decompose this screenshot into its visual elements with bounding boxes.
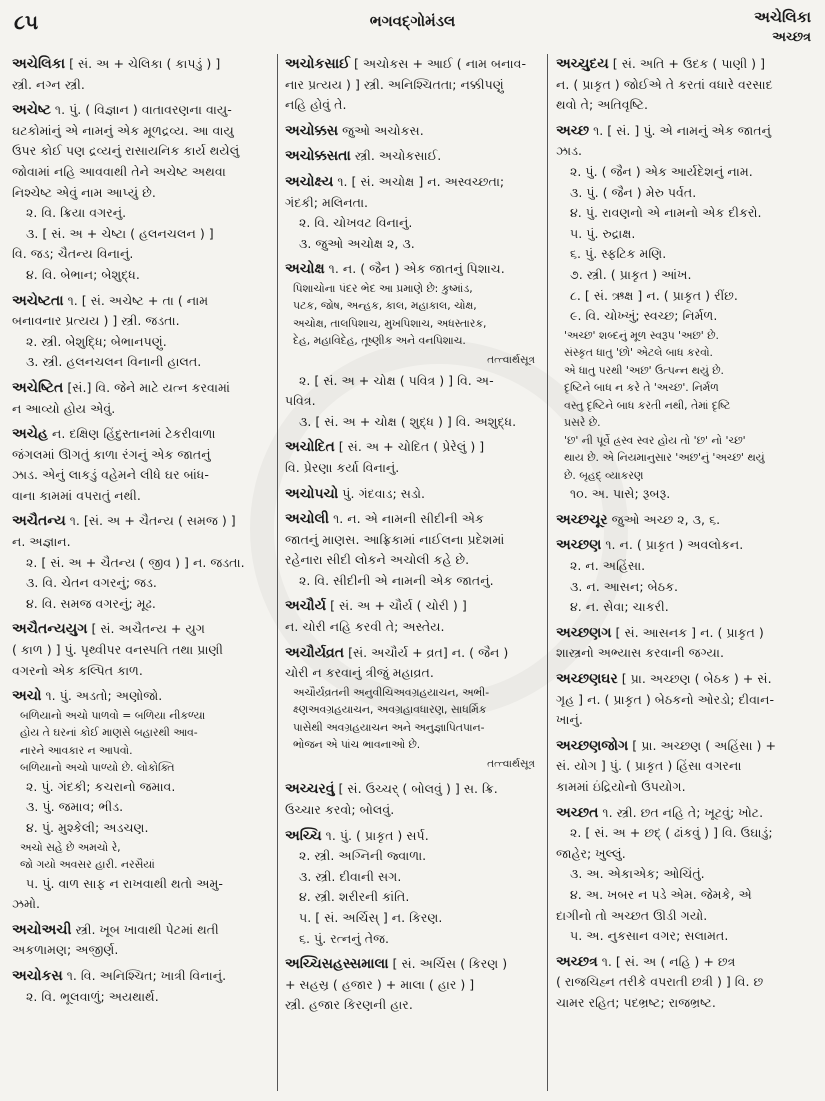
- source-reference: તત્ત્વાર્થસૂત્ર: [487, 353, 535, 366]
- definition-text: ૧. પું. ( પ્રાકૃત ) સર્પ.: [325, 827, 429, 843]
- headword: અચોકસ: [12, 967, 63, 984]
- headword: અચૌર્ય: [285, 598, 327, 615]
- entry-first-line: [285, 596, 539, 617]
- definition-line: ૪. અ. ખબર ન પડે એમ. જેમકે, એ: [570, 886, 752, 902]
- citation-text: સંસ્કૃત ધાતુ 'છો' એટલે બાધ કરવો.: [564, 346, 713, 360]
- definition-line: ૨. ન. અહિંસા.: [570, 558, 646, 573]
- definition-line: થવો તે; અતિવૃષ્ટિ.: [556, 97, 649, 113]
- citation-text: દેહ, મહાવિદેહ, તૂષ્ણીક અને વનપિશાચ.: [293, 334, 466, 348]
- dictionary-entry: [285, 596, 539, 637]
- definition-line: ૩. ન. આસન; બેઠક.: [570, 578, 678, 594]
- dictionary-entry: [285, 826, 539, 950]
- definition-text: ૧. સ્ત્રી. છત નહિ તે; ખૂટવું; ખોટ.: [602, 804, 764, 820]
- definition-line: ખાનું.: [556, 712, 583, 728]
- citation-text: અચો સહે છે અમચો રે,: [20, 840, 121, 854]
- definition-text: જુઓ અચ્છ ૨, ૩, ૬.: [611, 511, 721, 527]
- definition-line: ન. અજ્ઞાન.: [12, 534, 71, 550]
- definition-line: નહિ હોવું તે.: [285, 97, 347, 113]
- entry-first-line: [12, 424, 268, 445]
- definition-line: ૩. જુઓ અચોક્ષ ૨, ૩.: [299, 235, 415, 251]
- definition-text: [ સં. અતિ + ઉદક ( પાણી ) ]: [612, 56, 766, 71]
- definition-line: ૨. વિ. સીદીની એ નામની એક જાતનું.: [299, 572, 494, 588]
- dictionary-entry: [12, 619, 268, 681]
- citation-text: ભોજન એ પાંચ ભાવનાઓ છે.: [293, 738, 421, 752]
- dictionary-entry: [12, 378, 268, 419]
- citation-text: અચોક્ષ, તાલપિશાચ, મુખપિશાચ, અધસ્તારક,: [293, 316, 487, 330]
- headword: અચો: [12, 688, 42, 705]
- dictionary-entry: [285, 172, 539, 254]
- definition-line: ૯. વિ. ચોખ્ખું; સ્વચ્છ; નિર્મળ.: [570, 308, 718, 324]
- headword: અચ્છણગ: [556, 624, 612, 641]
- definition-line: નિશ્ચેષ્ટ એવું નામ આપ્યું છે.: [12, 184, 156, 200]
- citation-text: અચૌર્યવ્રતની અનુવીચિઅવગ્રહયાચન, અભી-: [293, 685, 490, 699]
- headword: અચ્ચરવું: [285, 781, 335, 798]
- definition-text: ન. દક્ષિણ હિંદુસ્તાનમાં ટેકરીવાળા: [51, 426, 216, 442]
- definition-line: ૩. વિ. ચેતન વગરનું; જડ.: [26, 575, 157, 591]
- definition-line: ૨. વિ. ચોખવટ વિનાનું.: [299, 215, 413, 231]
- definition-text: સ્ત્રી. ખૂબ ખાવાથી પેટમાં થતી: [75, 921, 219, 937]
- entry-first-line: [285, 146, 539, 167]
- entry-first-line: [12, 619, 268, 640]
- definition-line: ( રાજચિહ્ન તરીકે વપરાતી છત્રી ) ] વિ. છ: [556, 974, 764, 990]
- page-number: ૮૫: [14, 10, 39, 34]
- dictionary-entry: [285, 484, 539, 505]
- entry-first-line: [12, 966, 268, 987]
- definition-text: [સં. અચૌર્ય + વ્રત] ન. ( જૈન ): [348, 644, 509, 660]
- dictionary-entry: [556, 623, 813, 664]
- dictionary-column-2: [285, 54, 539, 1021]
- definition-line: ઝાડ.: [556, 143, 583, 159]
- dictionary-entry: [556, 121, 813, 505]
- dictionary-entry: [12, 966, 268, 1007]
- citation-text: પટક, જોષ, અન્હક, કાલ, મહાકાલ, ચોક્ષ,: [293, 299, 477, 313]
- dictionary-entry: [285, 954, 539, 1016]
- definition-text: ૧. [ સં. અચોક્ષ ] ન. અસ્વચ્છતા;: [337, 173, 505, 189]
- definition-line: ચામર રહિત; પદભ્રષ્ટ; રાજભ્રષ્ટ.: [556, 994, 716, 1010]
- dictionary-column-1: [12, 54, 268, 1012]
- definition-line: ૪. વિ. સમજ વગરનું; મૂઢ.: [26, 595, 156, 611]
- headword: અચોક્કસતા: [285, 148, 351, 165]
- dictionary-entry: [556, 736, 813, 798]
- definition-line: ૬. પું. સ્ફટિક મણિ.: [570, 246, 667, 262]
- definition-text: ૧. [સં. અ + ચૈતન્ય ( સમજ ) ]: [69, 513, 236, 529]
- dictionary-entry: [12, 920, 268, 961]
- dictionary-entry: [12, 686, 268, 915]
- entry-first-line: [12, 291, 268, 312]
- dictionary-entry: [12, 54, 268, 95]
- guide-word-first: અચેલિકા: [754, 8, 811, 26]
- definition-line: ગંદકી; મલિનતા.: [285, 194, 369, 210]
- dictionary-entry: [285, 437, 539, 478]
- entry-first-line: [285, 779, 539, 800]
- running-title: ભગવદ્ગોમંડલ: [369, 12, 456, 30]
- dictionary-entry: [556, 669, 813, 731]
- definition-line: ૩. પું. ( જૈન ) મેરુ પર્વત.: [570, 184, 697, 200]
- definition-line: ૪. ન. સેવા; ચાકરી.: [570, 599, 669, 615]
- definition-text: ૧. [ સં. અ ( નહિ ) + છત્ર: [601, 953, 736, 969]
- entry-first-line: [12, 920, 268, 941]
- definition-line: ૩. સ્ત્રી. દીવાની સગ.: [299, 868, 402, 884]
- definition-line: અકળામણ; અજીર્ણ.: [12, 942, 119, 958]
- definition-text: ૧. વિ. અનિશ્ચિત; ખાત્રી વિનાનું.: [66, 967, 227, 983]
- definition-line: ૨. સ્ત્રી. અગ્નિની જ્વાળા.: [299, 848, 427, 864]
- definition-text: ૧. ન. એ નામની સીદીની એક: [333, 511, 484, 527]
- dictionary-entry: [12, 511, 268, 614]
- definition-line: ૫. પું. વાળ સાફ ન રાખવાથી થતો અમુ-: [26, 875, 223, 891]
- dictionary-entry: [556, 510, 813, 531]
- column-divider: [277, 54, 278, 1091]
- definition-line: નાર પ્રત્યય ) ] સ્ત્રી. અનિશ્ચિતતા; નક્કીપણું: [285, 76, 504, 92]
- citation-text: પિશાચોના પંદર ભેદ આ પ્રમાણે છે: કુષ્માંડ,: [293, 281, 473, 295]
- headword: અચ્છત્ર: [556, 953, 598, 970]
- definition-line: ૨. [ સં. અ + છદ્ ( ઢાંકવું ) ] વિ. ઉઘાડું;: [570, 825, 773, 841]
- dictionary-entry: [556, 952, 813, 1014]
- headword: અચેષ્ટિત: [12, 379, 64, 396]
- entry-first-line: [285, 484, 539, 505]
- headword: અચ્ચિ: [285, 827, 322, 844]
- definition-text: [ સં. અ + ચૌર્ય ( ચોરી ) ]: [330, 598, 467, 614]
- definition-line: ૫. પું. રુદ્રાક્ષ.: [570, 225, 636, 241]
- definition-line: ૨. વિ. ક્રિયા વગરનું.: [26, 205, 127, 221]
- definition-line: વિ. પ્રેરણા કર્યા વિનાનું.: [285, 459, 400, 475]
- definition-line: ગૃહ ] ન. ( પ્રાકૃત ) બેઠકનો ઓરડો; દીવાન-: [556, 691, 774, 707]
- definition-line: ઉપર કોઈ પણ દ્રવ્યનું રાસાયનિક કાર્ય થયેલું: [12, 143, 240, 159]
- headword: અચોલી: [285, 511, 330, 528]
- definition-text: જુઓ અચોકસ.: [342, 122, 424, 138]
- definition-text: ૧. [ સં. અચેષ્ટ + તા ( નામ: [67, 292, 209, 308]
- guide-word-last: અચ્છત્ર: [772, 30, 811, 45]
- definition-line: સ્ત્રી. હજાર કિરણની હાર.: [285, 997, 413, 1013]
- entry-first-line: [556, 952, 813, 973]
- dictionary-column-3: [556, 54, 813, 1018]
- dictionary-entry: [556, 535, 813, 617]
- citation-text: 'અચ્છ' શબ્દનું મૂળ સ્વરૂપ 'અછ' છે.: [564, 328, 719, 342]
- entry-first-line: [12, 100, 268, 121]
- entry-first-line: [12, 686, 268, 707]
- headword: અચેષ્ટતા: [12, 292, 64, 309]
- entry-first-line: [285, 509, 539, 530]
- definition-line: ૩. [ સં. અ + ચોક્ષ ( શુદ્ધ ) ] વિ. અશુદ્ધ.: [299, 413, 517, 429]
- definition-text: સ્ત્રી. અચોકસાઈ.: [354, 148, 442, 164]
- entry-first-line: [556, 669, 813, 690]
- definition-line: ૫. [ સં. અર્ચિસ્ ] ન. કિરણ.: [299, 910, 443, 925]
- dictionary-entry: [12, 291, 268, 373]
- entry-first-line: [556, 510, 813, 531]
- definition-line: શાસ્ત્રનો અભ્યાસ કરવાની જગ્યા.: [556, 645, 724, 661]
- headword: અચ્છચૂર: [556, 511, 608, 528]
- definition-line: ૭. સ્ત્રી. ( પ્રાકૃત ) આંખ.: [570, 266, 692, 282]
- entry-first-line: [556, 535, 813, 556]
- headword: અચેલિકા: [12, 56, 66, 72]
- entry-first-line: [12, 378, 268, 399]
- entry-first-line: [285, 643, 539, 664]
- definition-line: સ્ત્રી. નગ્ન સ્ત્રી.: [12, 76, 85, 92]
- definition-line: ૪. વિ. બેભાન; બેશુદ્ધ.: [26, 266, 140, 282]
- definition-line: ૬. પું. રત્નનું તેજ.: [299, 930, 390, 946]
- entry-first-line: [12, 54, 268, 75]
- definition-text: [ સં. આસનક ] ન. ( પ્રાકૃત ): [615, 624, 764, 640]
- headword: અચોકસાઈ: [285, 56, 350, 72]
- definition-line: ૩. અ. એકાએક; ઓચિંતું.: [570, 866, 705, 882]
- citation-text: થાય છે. એ નિયમાનુસાર 'અછ'નું 'અચ્છ' થયું: [564, 451, 765, 465]
- definition-line: રહેનારા સીદી લોકને અચોલી કહે છે.: [285, 552, 470, 568]
- citation-text: જો ગયો અવસર હારી. નરસૈયાં: [20, 858, 155, 872]
- definition-line: ચોરી ન કરવાનું ત્રીજું મહાવ્રત.: [285, 665, 434, 681]
- headword: અચોક્ષ્ય: [285, 173, 334, 190]
- headword: અચોક્કસ: [285, 122, 339, 139]
- entry-first-line: [285, 121, 539, 142]
- definition-line: ઝમો.: [12, 896, 41, 912]
- definition-line: ન આવ્યો હોય એવું.: [12, 400, 116, 416]
- citation-text: બળિયાનો અચો પાળ્યો છે. લોકોક્તિ: [20, 761, 175, 775]
- citation-text: પાસેથી અવગ્રહયાચન અને અનુજ્ઞાપિતપાન-: [293, 720, 485, 734]
- definition-line: ૩. પું. જમાવ; ભીડ.: [26, 799, 124, 815]
- definition-line: પવિત્ર.: [285, 393, 316, 409]
- definition-text: [ સં. અ + ચોદિત ( પ્રેરેલું ) ]: [338, 439, 485, 455]
- entry-first-line: [285, 259, 539, 280]
- definition-line: ૩. [ સં. અ + ચેષ્ટા ( હલનચલન ) ]: [26, 225, 214, 241]
- entry-first-line: [285, 954, 539, 975]
- dictionary-entry: [285, 121, 539, 142]
- citation-text: બળિયાનો અચો પાળવો = બળિયા નીકળ્યા: [20, 708, 206, 722]
- definition-line: + સહસ્ર ( હજાર ) + માલા ( હાર ) ]: [285, 976, 475, 992]
- dictionary-entry: [556, 54, 813, 116]
- dictionary-entry: [12, 424, 268, 506]
- citation-text: એ ધાતુ પરથી 'અછ' ઉત્પન્ન થયું છે.: [564, 363, 724, 377]
- dictionary-entry: [556, 803, 813, 947]
- definition-line: વગરનો એક કલ્પિત કાળ.: [12, 662, 143, 678]
- dictionary-entry: [285, 779, 539, 820]
- dictionary-entry: [285, 259, 539, 432]
- definition-line: ૪. પું. રાવણનો એ નામનો એક દીકરો.: [570, 205, 762, 221]
- definition-line: ૩. સ્ત્રી. હલનચલન વિનાની હાલત.: [26, 354, 202, 370]
- definition-line: વિ. જડ; ચૈતન્ય વિનાનું.: [12, 246, 134, 262]
- definition-text: [ સં. અર્ચિસ ( કિરણ ): [392, 956, 508, 972]
- dictionary-entry: [12, 100, 268, 285]
- headword: અચ્ચુદય: [556, 56, 609, 72]
- headword: અચેહ: [12, 426, 48, 443]
- headword: અચૌર્યવ્રત: [285, 644, 345, 661]
- definition-line: ૨. [ સં. અ + ચૈતન્ય ( જીવ ) ] ન. જડતા.: [26, 554, 245, 570]
- definition-text: [ સં. અ + ચેલિકા ( કાપડું ) ]: [69, 56, 221, 71]
- citation-text: પ્રસરે છે.: [564, 416, 601, 430]
- headword: અચ્છણ: [556, 537, 602, 554]
- definition-line: જોવામાં નહિ આવવાથી તેને અચેષ્ટ અથવા: [12, 163, 226, 179]
- definition-text: પું. ગંદવાડ; સડો.: [342, 485, 426, 501]
- headword: અચોઅચી: [12, 921, 72, 938]
- definition-text: [ અચોકસ + આઈ ( નામ બનાવ-: [353, 56, 527, 71]
- definition-line: ન. ( પ્રાકૃત ) જોઈએ તે કરતાં વધારે વરસાદ: [556, 76, 773, 92]
- definition-line: વાના કામમાં વપરાતું નથી.: [12, 487, 141, 503]
- definition-line: ૨. પું. ગંદકી; કચરાનો જમાવ.: [26, 778, 176, 794]
- definition-line: ૪. સ્ત્રી. શરીરની કાંતિ.: [299, 889, 410, 905]
- definition-text: [સં.] વિ. જેને માટે યત્ન કરવામાં: [67, 379, 230, 395]
- definition-line: ૫. અ. નુકસાન વગર; સલામત.: [570, 928, 729, 944]
- dictionary-entry: [285, 509, 539, 591]
- entry-first-line: [556, 623, 813, 644]
- entry-first-line: [12, 511, 268, 532]
- headword: અચ્ચિસહસ્સમાલા: [285, 956, 389, 973]
- definition-line: ૨. [ સં. અ + ચોક્ષ ( પવિત્ર ) ] વિ. અ-: [299, 372, 494, 388]
- headword: અચોપચો: [285, 485, 339, 502]
- citation-text: દૃષ્ટિને બાધ ન કરે તે 'અચ્છ'. નિર્મળ: [564, 381, 719, 395]
- definition-line: ઉચ્ચાર કરવો; બોલવું.: [285, 802, 395, 818]
- entry-first-line: [556, 54, 813, 75]
- definition-line: ઝાડ. એનું લાકડું વહેમને લીધે ઘર બાંધ-: [12, 467, 209, 483]
- definition-line: ન. ચોરી નહિ કરવી તે; અસ્તેય.: [285, 619, 445, 635]
- definition-line: દાગીનો તો અચ્છત ઊડી ગયો.: [556, 907, 708, 923]
- headword: અચોદિત: [285, 439, 335, 456]
- dictionary-entry: [285, 54, 539, 116]
- entry-first-line: [285, 172, 539, 193]
- dictionary-entry: [285, 146, 539, 167]
- citation-text: છે. બૃહદ્ વ્યાકરણ: [564, 468, 644, 482]
- definition-line: બનાવનાર પ્રત્યય ) ] સ્ત્રી. જડતા.: [12, 313, 180, 329]
- definition-line: ( કાળ ) ] પું. પૃથ્વીપર વનસ્પતિ તથા પ્રાણી: [12, 642, 224, 658]
- definition-line: જંગલમાં ઊગતું કાળા રંગનું એક જાતનું: [12, 446, 211, 462]
- citation-text: હોય તે ઘરનાં કોઈ માણસે બહારથી આવ-: [20, 726, 198, 740]
- headword: અચૈતન્ય: [12, 513, 66, 530]
- headword: અચ્છણઘર: [556, 670, 618, 687]
- headword: અચ્છ: [556, 122, 590, 139]
- definition-line: ૨. પું. ( જૈન ) એક આર્યદેશનું નામ.: [570, 163, 753, 179]
- definition-line: જાહેર; ખુલ્લું.: [556, 845, 626, 861]
- dictionary-entry: [285, 643, 539, 775]
- entry-first-line: [285, 54, 539, 75]
- definition-text: [ પ્રા. અચ્છણ ( બેઠક ) + સં.: [621, 670, 772, 686]
- definition-line: ૨. વિ. ભૂલવાળું; અયથાર્થ.: [26, 988, 159, 1004]
- definition-line: કામમાં ઇંદ્રિયોનો ઉપયોગ.: [556, 778, 686, 794]
- definition-line: ૮. [ સં. ઋક્ષ ] ન. ( પ્રાકૃત ) રીંછ.: [570, 287, 738, 303]
- definition-text: [ સં. અચૈતન્ય + યુગ: [91, 621, 205, 637]
- source-reference: તત્ત્વાર્થસૂત્ર: [487, 757, 535, 770]
- citation-text: ક્ષ્ણઅવગ્રહયાચન, અવગ્રહાવધારણ, સાધર્મિક: [293, 703, 487, 717]
- definition-line: જાતનું માણસ. આફ્રિકામાં નાઈલના પ્રદેશમાં: [285, 531, 505, 547]
- definition-text: ૧. [ સં. ] પું. એ નામનું એક જાતનું: [593, 122, 772, 138]
- entry-first-line: [556, 736, 813, 757]
- headword: અચૈતન્યયુગ: [12, 621, 88, 638]
- headword: અચ્છત: [556, 804, 599, 821]
- definition-line: ૨. સ્ત્રી. બેશુદ્ધિ; બેભાનપણું.: [26, 333, 167, 349]
- citation-text: વસ્તુ દૃષ્ટિને બાધ કરતી નથી, તેમાં દૃષ્ટિ: [564, 398, 731, 412]
- definition-text: [ સં. ઉચ્ચર્ ( બોલવું ) ] સ. ક્રિ.: [338, 781, 498, 797]
- definition-text: ૧. ન. ( જૈન ) એક જાતનું પિશાચ.: [328, 261, 505, 277]
- definition-line: સં. યોગ ] પું. ( પ્રાકૃત ) હિંસા વગરના: [556, 758, 742, 774]
- entry-first-line: [285, 826, 539, 847]
- page-header: [0, 8, 825, 48]
- definition-text: [ પ્રા. અચ્છણ ( અહિંસા ) +: [632, 737, 776, 753]
- citation-text: 'છ' ની પૂર્વે હ્રસ્વ સ્વર હોય તો 'છ' નો 'ચ્છ': [564, 433, 746, 447]
- citation-text: નારને આવકાર ન આપવો.: [20, 743, 133, 757]
- entry-first-line: [556, 121, 813, 142]
- definition-text: ૧. પું. ( વિજ્ઞાન ) વાતાવરણના વાયુ-: [54, 102, 232, 118]
- headword: અચેષ્ટ: [12, 102, 51, 119]
- definition-line: ઘટકોમાંનું એ નામનું એક મૂળદ્રવ્ય. આ વાયુ: [12, 122, 234, 138]
- definition-line: ૪. પું. મુશ્કેલી; અડચણ.: [26, 820, 149, 835]
- entry-first-line: [285, 437, 539, 458]
- headword: અચ્છણજોગ: [556, 737, 629, 754]
- definition-line: ૧૦. અ. પાસે; રૂબરૂ.: [570, 486, 671, 502]
- entry-first-line: [556, 803, 813, 824]
- column-divider: [547, 54, 548, 1091]
- headword: અચોક્ષ: [285, 261, 325, 278]
- definition-text: ૧. પું. અડતો; અણોજો.: [45, 688, 163, 704]
- definition-text: ૧. ન. ( પ્રાકૃત ) અવલોકન.: [605, 537, 744, 553]
